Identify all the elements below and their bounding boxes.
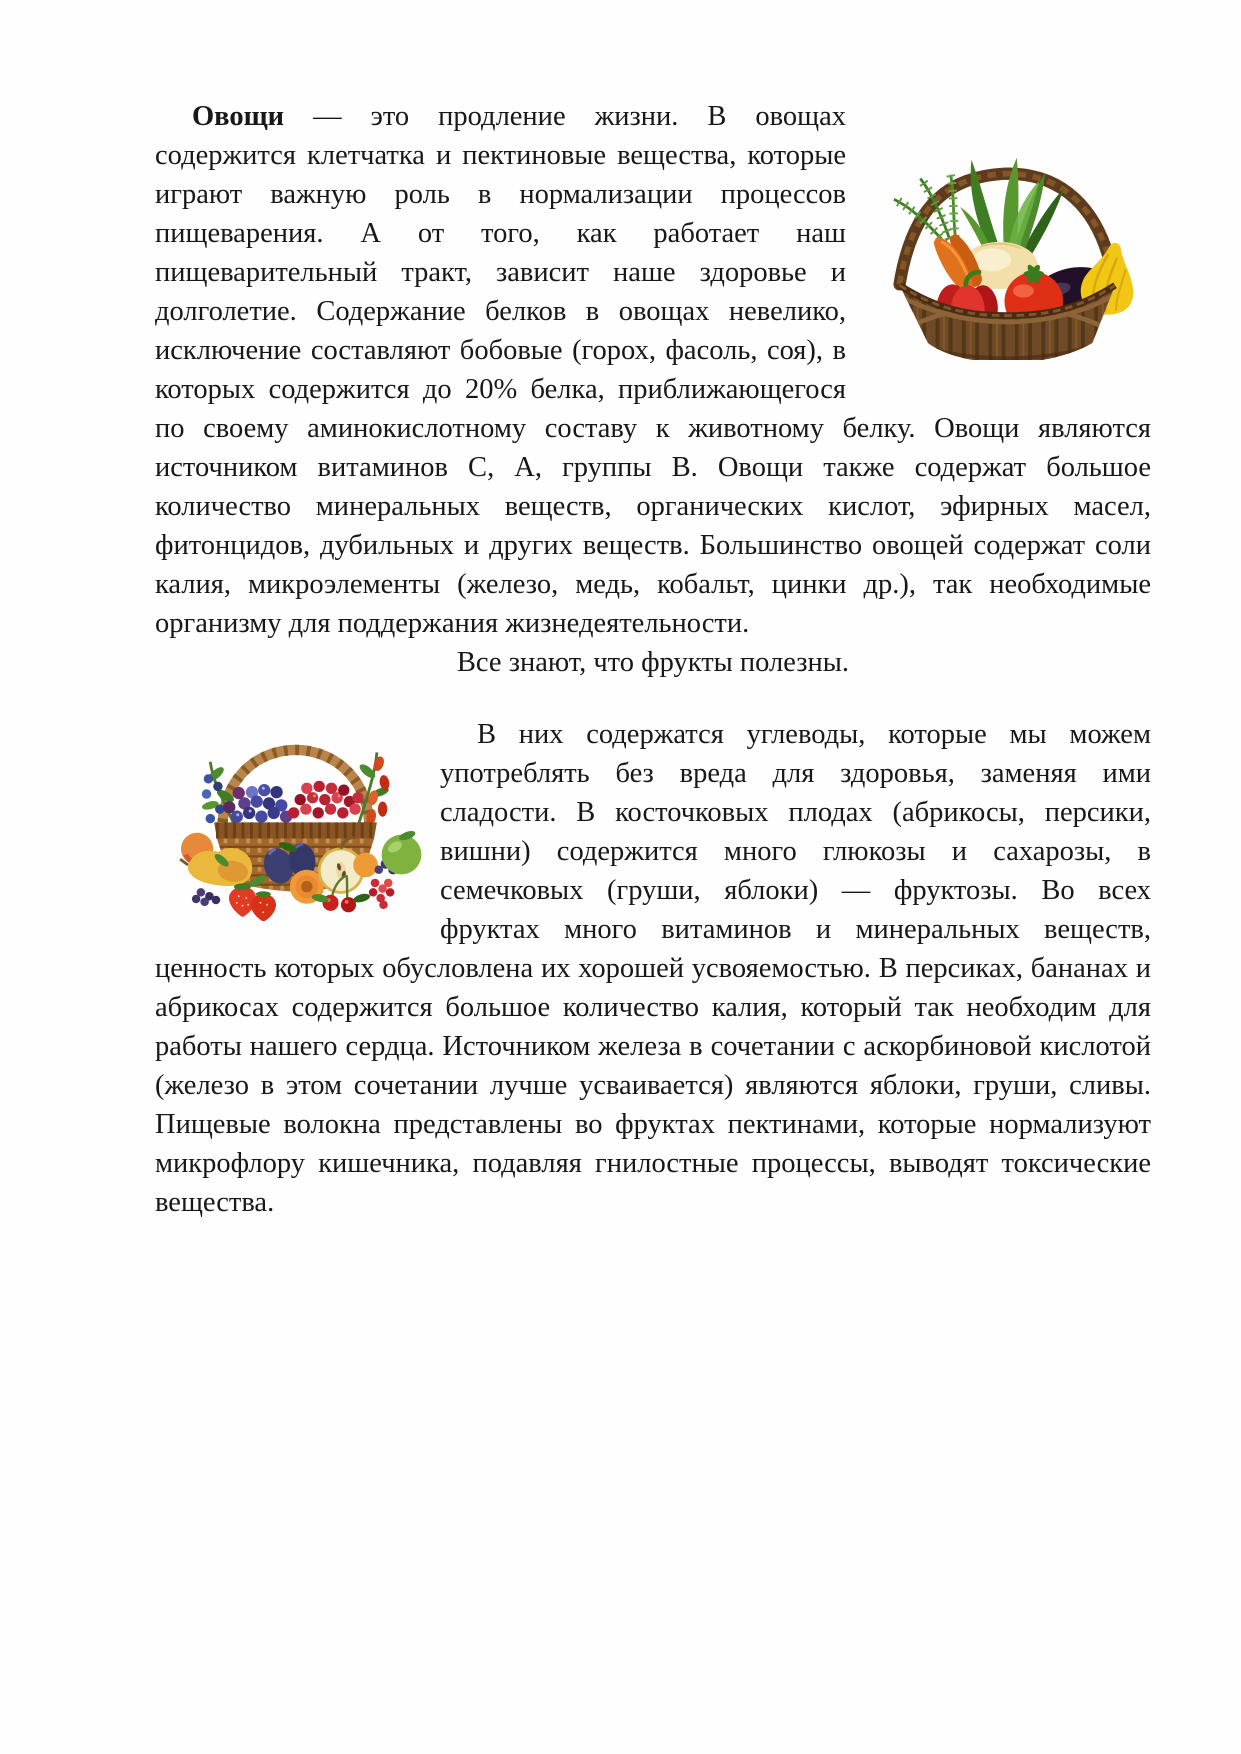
small-grapes xyxy=(192,888,220,906)
red-berry-cluster xyxy=(288,781,364,819)
red-currants xyxy=(369,879,395,909)
paragraph-vegetables-text: — это продление жизни. В овощах содержится клетчатка и пектиновые вещества, которые играют важную роль в нормализации процессов пищеварения. А от того, как работает наш пищеварительный тракт, зависит наше здоровье и долголетие. Содержание белков в овощах невелико, исключение составляют бобовые (горох, фасоль, соя), в которых содержится до 20% белка, приближающегося по своему аминокислотному составу к животному белку. Овощи являются источником витаминов С, А, группы В. Овощи также содержат большое количество минеральных веществ, органических кислот, эфирных масел, фитонцидов, дубильных и других веществ. Большинство овощей содержат соли калия, микроэлементы (железо, медь, кобальт, цинки др.), так необходимые организму для поддержания жизнедеятельности. xyxy=(155,101,1151,639)
green-apple xyxy=(382,829,422,874)
fruit-basket-illustration xyxy=(163,684,428,921)
fruit-basket-image xyxy=(155,682,430,932)
document-content xyxy=(155,97,1151,1222)
vegetable-basket-illustration xyxy=(858,152,1151,360)
apricot xyxy=(353,853,378,878)
fruits-intro-line: Все знают, что фрукты полезны. xyxy=(456,647,850,678)
carrots xyxy=(934,233,982,291)
paragraph-fruits: В них содержатся углеводы, которые мы можем употреблять без вреда для здоровья, заменяя ими сладости. В косточковых плодах (абрикосы, персики, вишни) содержится много глюкозы и сахарозы, в семечковых (груши, яблоки) — фруктозы. Во всех фруктах много витаминов и минеральных веществ, ценность которых обусловлена их хорошей усвояемостью. В персиках, бананах и абрикосах содержится большое количество калия, который так необходим для работы нашего сердца. Источником железа в сочетании с аскорбиновой кислотой (железо в этом сочетании лучше усваивается) являются яблоки, груши, сливы. Пищевые волокна представлены во фруктах пектинами, которые нормализуют микрофлору кишечника, подавляя гнилостные процессы, выводят токсические вещества. xyxy=(155,719,1151,1218)
vegetable-basket-image xyxy=(858,97,1151,373)
paragraph-lead-word: Овощи xyxy=(192,101,285,132)
grape-cluster xyxy=(223,784,292,823)
